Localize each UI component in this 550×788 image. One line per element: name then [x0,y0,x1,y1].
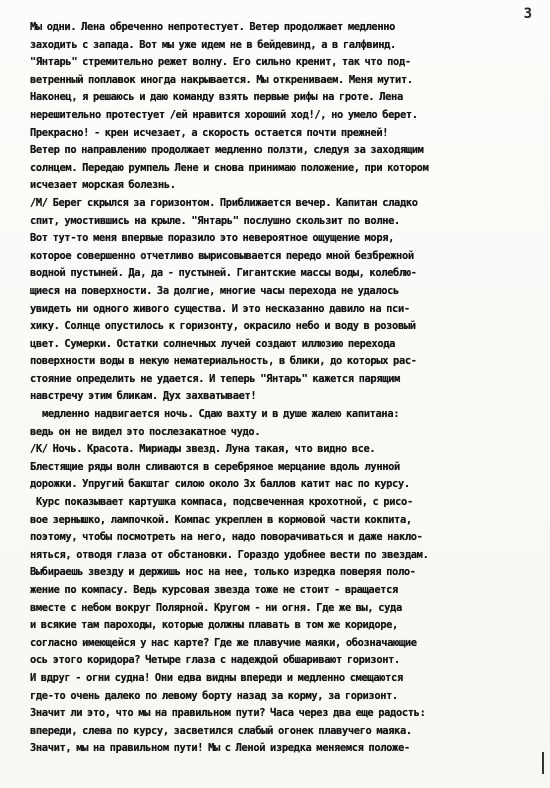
text-line: И вдруг - огни судна! Они едва видны впереди и медленно смещаются [30,671,403,684]
text-line: увидеть ни одного живого существа. И это несказанно давило на пси- [30,302,410,315]
text-line: стояние определить не удается. И теперь "Янтарь" кажется парящим [30,372,400,385]
text-line: исчезает морская болезнь. [30,179,176,192]
text-line: поэтому, чтобы посмотреть на него, надо поворачиваться и даже накло- [30,531,423,544]
text-line: Значит, мы на правильном пути! Мы с Леной изредка меняемся положе- [30,742,410,755]
text-line: Ветер по направлению продолжает медленно ползти, следуя за заходящим [30,144,424,157]
text-line: и всякие там пароходы, которые должны плавать в том же коридоре, [30,619,398,632]
text-line: хику. Солнце опустилось к горизонту, окрасило небо и воду в розовый [30,320,416,333]
text-line: заходить с запада. Вот мы уже идем не в бейдевинд, а в галфвинд. [30,38,396,51]
text-line: жение по компасу. Ведь курсовая звезда тоже не стоит - вращается [30,584,398,596]
typewritten-text [30,19,545,758]
text-line: ветренный поплавок иногда накрывается. Мы откренивaем. Меня мутит. [30,73,413,86]
text-line: солнцем. Передаю румпель Лене и снова принимаю положение, при котором [30,161,429,174]
text-line: ось этого коридора? Четыре глаза с надеждой обшаривают горизонт. [30,654,400,667]
scan-edge-mark [542,752,544,774]
text-line: /М/ Берег скрылся за горизонтом. Приближается вечер. Капитан сладко [30,196,418,209]
text-line: вместе с небом вокруг Полярной. Кругом - ни огня. Где же вы, суда [30,601,402,614]
text-line: нерешительно протестует /ей нравится хороший ход!/, но умело берет. [30,108,418,121]
text-line: Значит ли это, что мы на правильном пути? Часа через два еще радость: [30,707,426,720]
text-line: няться, отводя глаза от обстановки. Гораздо удобнее вести по звездам. [30,548,429,561]
text-line: Мы одни. Лена обреченно непротестует. Ветер продолжает медленно [30,21,396,33]
text-line: навстречу этим бликам. Дух захватывает! [30,390,257,403]
text-line: спит, умостившись на крыле. "Янтарь" послушно скользит по волне. [30,214,400,227]
text-line: Блестящие ряды волн сливаются в серебряное мерцание вдоль лунной [30,460,400,473]
text-line: Выбираешь звезду и держишь нос на нее, только изредка поверяя поло- [30,566,416,579]
text-line: /К/ Ночь. Красота. Мириады звезд. Луна такая, что видно все. [30,443,376,456]
text-line: поверхности воды в некую нематериальность, в блики, до которых рас- [30,355,417,368]
text-line: щиеся на поверхности. За долгие, многие часы перехода не удалось [30,284,399,297]
text-line: которое совершенно отчетливо вырисовывается передо мной безбрежной [30,249,414,262]
text-line: вое зернышко, лампочкой. Компас укреплен в кормовой части кокпита, [30,513,412,526]
text-line: Наконец, я решаюсь и даю команду взять первые рифы на гроте. Лена [30,91,403,104]
text-line: впереди, слева по курсу, засветился слабый огонек плавучего маяка. [30,724,412,737]
text-line: цвет. Сумерки. Остатки солнечных лучей создают иллюзию перехода [30,337,396,350]
text-line: согласно имеющейся у нас карте? Где же плавучие маяки, обозначающие [30,636,417,649]
text-line: водной пустыней. Да, да - пустыней. Гигантские массы воды, колеблю- [30,267,417,280]
text-line: медленно надвигается ночь. Сдаю вахту и в душе жалею капитана: [42,408,400,421]
text-line: ведь он не видел это послезакатное чудо. [30,425,261,438]
text-line: где-то очень далеко по левому борту назад за корму, за горизонт. [30,689,398,702]
text-line: Курс показывает картушка компаса, подсвеченная крохотной, с рисо- [36,496,413,509]
text-line: дорожки. Упругий бакштаг силою около 3х баллов катит нас по курсу. [30,478,410,491]
text-line: Прекрасно! - крен исчезает, а скорость остается почти прежней! [30,126,389,139]
text-line: Вот тут-то меня впервые поразило это невероятное ощущение моря, [30,232,395,245]
page-number: 3 [523,6,532,22]
text-line: "Янтарь" стремительно режет волну. Его сильно кренит, так что под- [30,56,411,69]
